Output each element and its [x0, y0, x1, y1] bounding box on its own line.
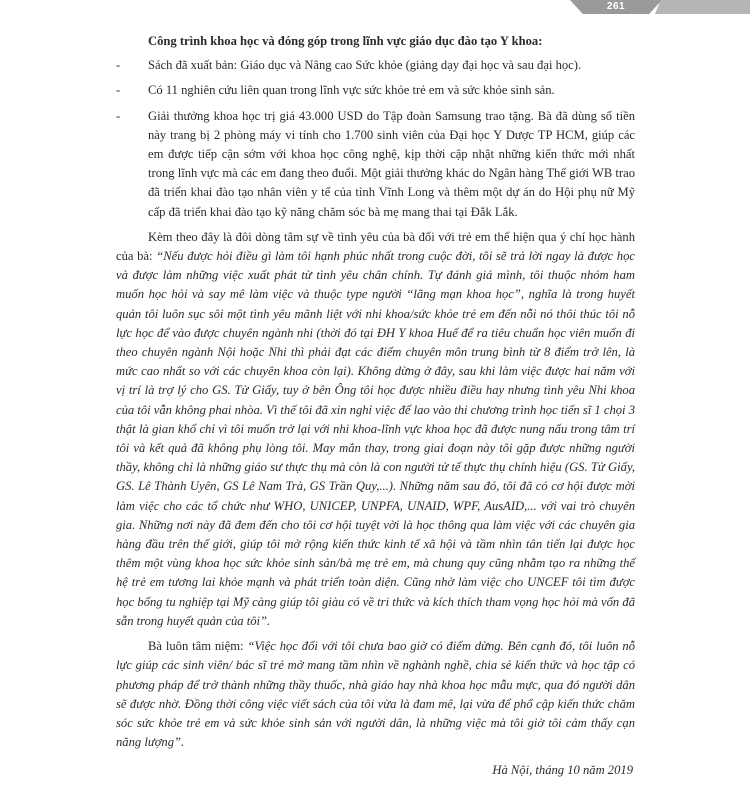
list-item	[116, 107, 635, 222]
paragraph-quote: “Nếu được hỏi điều gì làm tôi hạnh phúc nhất trong cuộc đời, tôi sẽ trả lời ngay là được học và được làm những việc xuất phát từ tình yêu chân chính. Tự đánh giá mình, tôi thuộc nhóm ham muốn học hỏi và say mê làm việc và thuộc type người “lãng mạn khoa học”, nghĩa là trong huyết quản tôi luôn sục sôi một tình yêu mãnh liệt với nhi khoa/sức khỏe trẻ em đến nỗi nó thôi thúc tôi nỗ lực học để vào được chuyên ngành nhi (thời đó tại ĐH Y khoa Huế để ra tiêu chuẩn học viên muốn đi theo chuyên ngành Nội hoặc Nhi thì phải đạt các điểm chuyên môn trung bình từ 8 điểm trở lên, là mức cao nhất so với các chuyên khoa còn lại). Không dừng ở đây, sau khi làm việc được hai năm với vị trí là trợ lý cho GS. Tử Giấy, tuy ở bên Ông tôi học được nhiều điều hay nhưng tình yêu Nhi khoa của tôi vẫn không phai nhòa. Vì thế tôi đã xin nghỉ việc để lao vào thi chương trình học tiến sĩ 1 chọi 3 thật là gian khổ chỉ vì tôi muốn trở lại với nhi khoa-lĩnh vực khoa học đã được nung nấu trong tâm trí tôi và kết quả đã không phụ lòng tôi. May mắn thay, trong giai đoạn này tôi gặp được những người thầy, không chỉ là những giáo sư thực thụ mà còn là con người tử tế thực thụ chính hiệu (GS. Tử Giấy, GS. Lê Thành Uyên, GS Lê Nam Trà, GS Trần Quy,...). Những năm sau đó, tôi đã có cơ hội được mời làm việc cho các tổ chức như WHO, UNICEP, UNPFA, UNAID, WPF, AusAID,... với vai trò chuyên gia. Những nơi này đã đem đến cho tôi cơ hội tuyệt vời là học thông qua làm việc với các chuyên gia hàng đầu trên thế giới, giúp tôi mở rộng kiến thức kinh tế xã hội và tầm nhìn tân tiến lại được học thêm một vùng khoa học sức khỏe sinh sản/bà mẹ trẻ em, mà chung quy cũng nhằm tạo ra những thế hệ trẻ em tương lai khỏe mạnh và phát triển toàn diện. Cũng nhờ làm việc cho UNCEF tôi tìm được học bổng tu nghiệp tại Mỹ càng giúp tôi giàu có về tri thức và kích thích tham vọng học hỏi mà vốn đã sẵn trong huyết quản của tôi”.	[116, 249, 636, 628]
paragraph-lead: Bà luôn tâm niệm:	[148, 639, 248, 654]
page-number: 261	[606, 1, 626, 12]
paragraph-quote: “Việc học đối với tôi chưa bao giờ có điểm dừng. Bên cạnh đó, tôi luôn nỗ lực giúp các sinh viên/ bác sĩ trẻ mở mang tầm nhìn về nghành nghề, chia sẻ kiến thức và học tập có phương pháp để trở thành những thầy thuốc, nhà giáo hay nhà khoa học mẫu mực, qua đó người dân sẽ được nhờ. Đồng thời công việc viết sách của tôi vừa là đam mê, lại vừa để phổ cập kiến thức chăm sóc sức khỏe trẻ em và sức khỏe sinh sản với người dân, là những việc mà tôi giờ tôi cảm thấy cạn năng lượng”.	[116, 639, 635, 750]
place-date-signature: Hà Nội, tháng 10 năm 2019	[492, 763, 633, 778]
paragraph-lead: Kèm theo đây là đôi dòng tâm sự về tình yêu của bà đối với trẻ em thể hiện qua ý chí học hành của bà:	[116, 229, 635, 264]
bullet-dash: -	[116, 83, 121, 98]
page-header-band	[655, 0, 750, 14]
section-heading: Công trình khoa học và đóng góp trong lĩnh vực giáo dục đào tạo Y khoa:	[148, 34, 543, 48]
bullet-dash: -	[116, 58, 121, 73]
list-item	[116, 81, 635, 100]
list-item	[116, 56, 635, 75]
list-item-text: Sách đã xuất bản: Giáo dục và Nâng cao Sức khỏe (giảng dạy đại học và sau đại học).	[148, 58, 582, 73]
bullet-dash: -	[116, 108, 121, 123]
motto-paragraph	[116, 637, 635, 752]
list-item-text: Giải thưởng khoa học trị giá 43.000 USD do Tập đoàn Samsung trao tặng. Bà đã dùng số tiền này trang bị 2 phòng máy vi tính cho 1.700 sinh viên của Đại học Y Dược TP HCM, giúp các em được tiếp cận sớm với khoa học công nghệ, kịp thời cập nhật những kiến thức mới nhất trong lĩnh vực mà các em đang theo đuổi. Một giải thưởng khác do Ngân hàng Thế giới WB trao đã triển khai đào tạo nhân viên y tế của tỉnh Vĩnh Long và thêm một dự án do Hội phụ nữ Mỹ cấp đã triển khai đào tạo kỹ năng chăm sóc bà mẹ mang thai tại Đắk Lắk.	[148, 108, 635, 219]
page-content	[116, 32, 635, 793]
contribution-list	[116, 56, 635, 222]
testimony-paragraph	[116, 228, 635, 631]
list-item-text: Có 11 nghiên cứu liên quan trong lĩnh vực sức khỏe trẻ em và sức khỏe sinh sản.	[148, 83, 555, 98]
